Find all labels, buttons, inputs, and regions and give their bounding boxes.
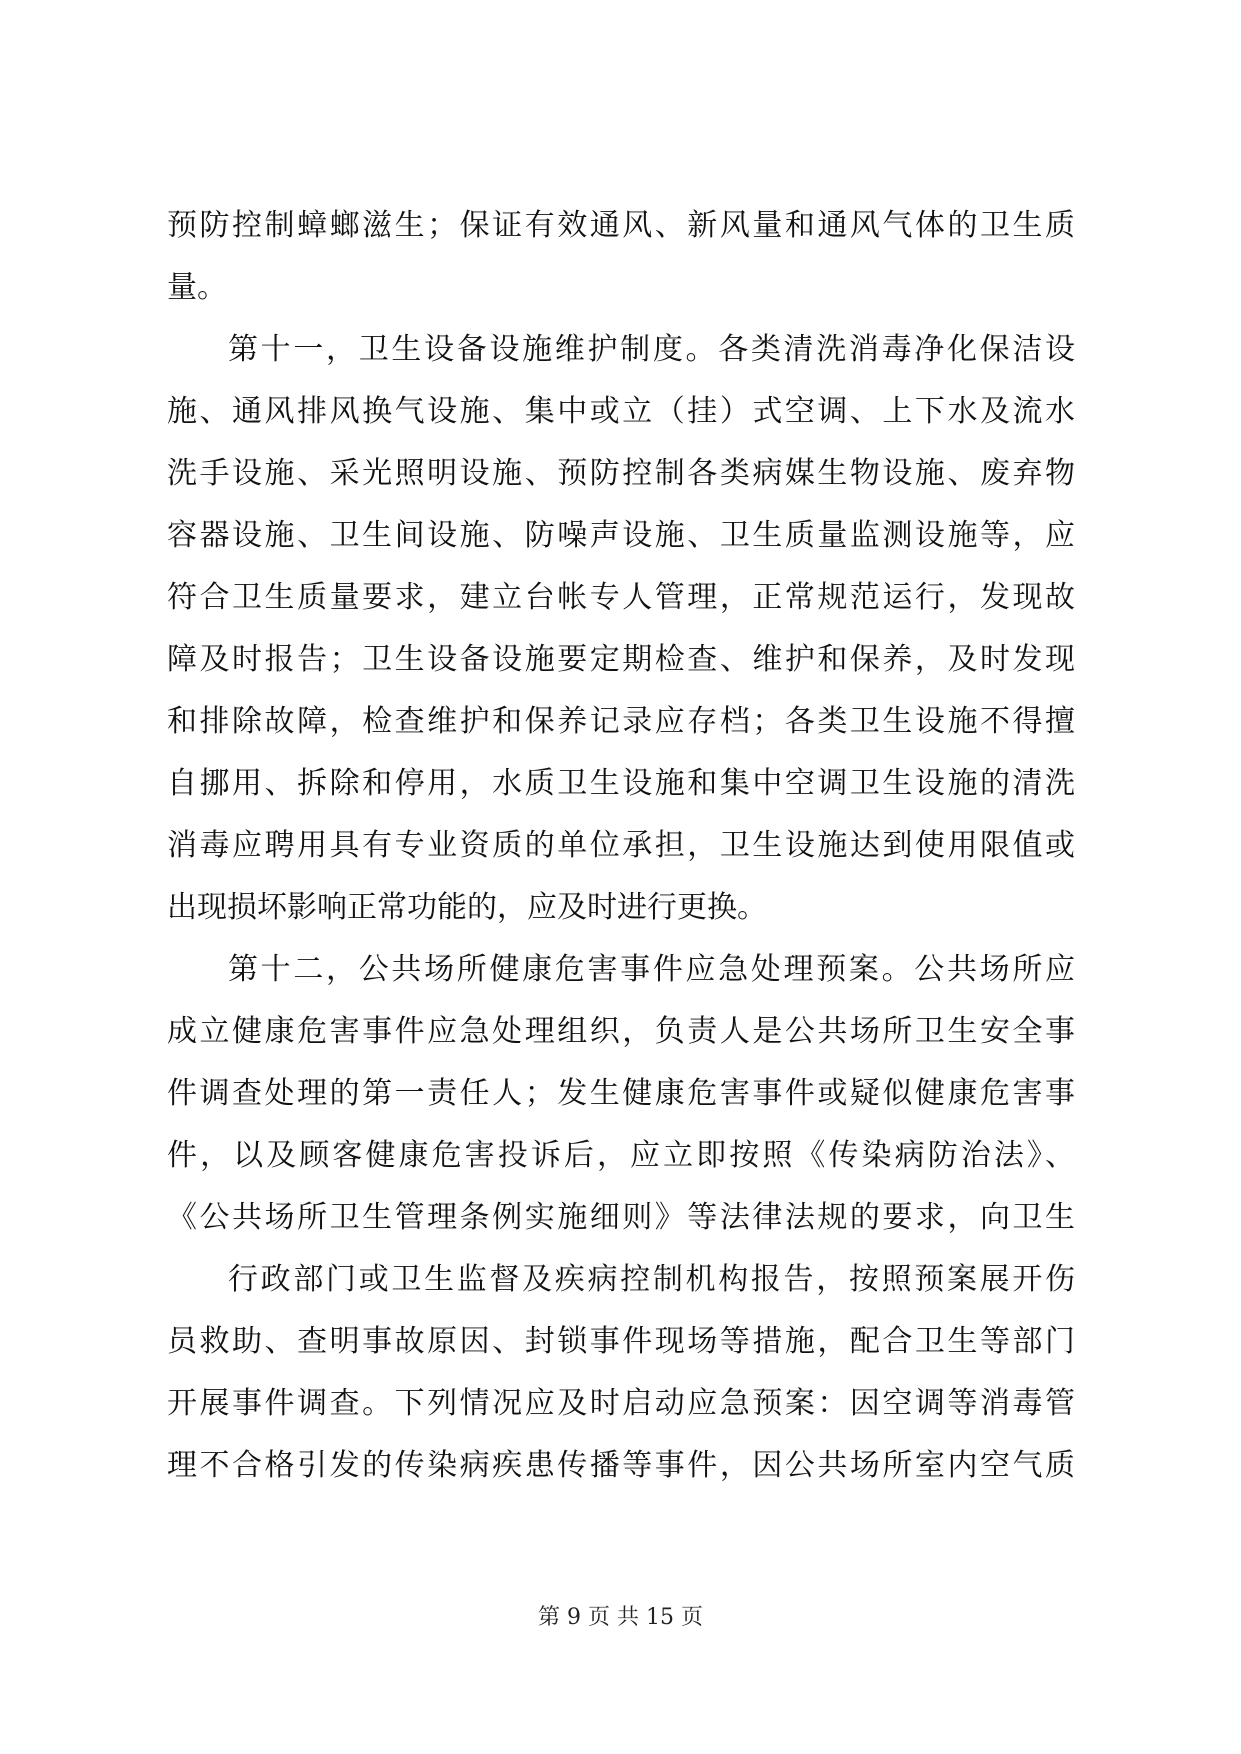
text-line: 和排除故障，检查维护和保养记录应存档；各类卫生设施不得擅 bbox=[167, 704, 1075, 739]
text-line: 容器设施、卫生间设施、防噪声设施、卫生质量监测设施等，应 bbox=[167, 518, 1075, 553]
text-line: 件，以及顾客健康危害投诉后，应立即按照《传染病防治法》、 bbox=[167, 1138, 1075, 1173]
text-line: 开展事件调查。下列情况应及时启动应急预案：因空调等消毒管 bbox=[167, 1386, 1075, 1421]
text-line: 成立健康危害事件应急处理组织，负责人是公共场所卫生安全事 bbox=[167, 1014, 1075, 1049]
text-line: 符合卫生质量要求，建立台帐专人管理，正常规范运行，发现故 bbox=[167, 580, 1075, 615]
text-line: 理不合格引发的传染病疾患传播等事件，因公共场所室内空气质 bbox=[167, 1448, 1075, 1483]
text-line: 自挪用、拆除和停用，水质卫生设施和集中空调卫生设施的清洗 bbox=[167, 766, 1075, 801]
text-line: 件调查处理的第一责任人；发生健康危害事件或疑似健康危害事 bbox=[167, 1076, 1075, 1111]
text-line: 《公共场所卫生管理条例实施细则》等法律法规的要求，向卫生 bbox=[167, 1200, 1075, 1235]
text-line: 出现损坏影响正常功能的，应及时进行更换。 bbox=[167, 890, 767, 925]
text-line: 员救助、查明事故原因、封锁事件现场等措施，配合卫生等部门 bbox=[167, 1324, 1075, 1359]
text-line: 消毒应聘用具有专业资质的单位承担，卫生设施达到使用限值或 bbox=[167, 828, 1075, 863]
text-line: 障及时报告；卫生设备设施要定期检查、维护和保养，及时发现 bbox=[167, 642, 1075, 677]
paragraph-heading-line: 第十二，公共场所健康危害事件应急处理预案。公共场所应 bbox=[228, 952, 1075, 987]
text-line: 量。 bbox=[167, 270, 227, 305]
text-line: 施、通风排风换气设施、集中或立（挂）式空调、上下水及流水 bbox=[167, 394, 1075, 429]
text-line: 预防控制蟑螂滋生；保证有效通风、新风量和通风气体的卫生质 bbox=[167, 208, 1075, 243]
page-number-footer: 第 9 页 共 15 页 bbox=[538, 1605, 703, 1630]
paragraph-heading-line: 第十一，卫生设备设施维护制度。各类清洗消毒净化保洁设 bbox=[228, 332, 1075, 367]
text-line: 行政部门或卫生监督及疾病控制机构报告，按照预案展开伤 bbox=[228, 1262, 1075, 1297]
text-line: 洗手设施、采光照明设施、预防控制各类病媒生物设施、废弃物 bbox=[167, 456, 1075, 491]
